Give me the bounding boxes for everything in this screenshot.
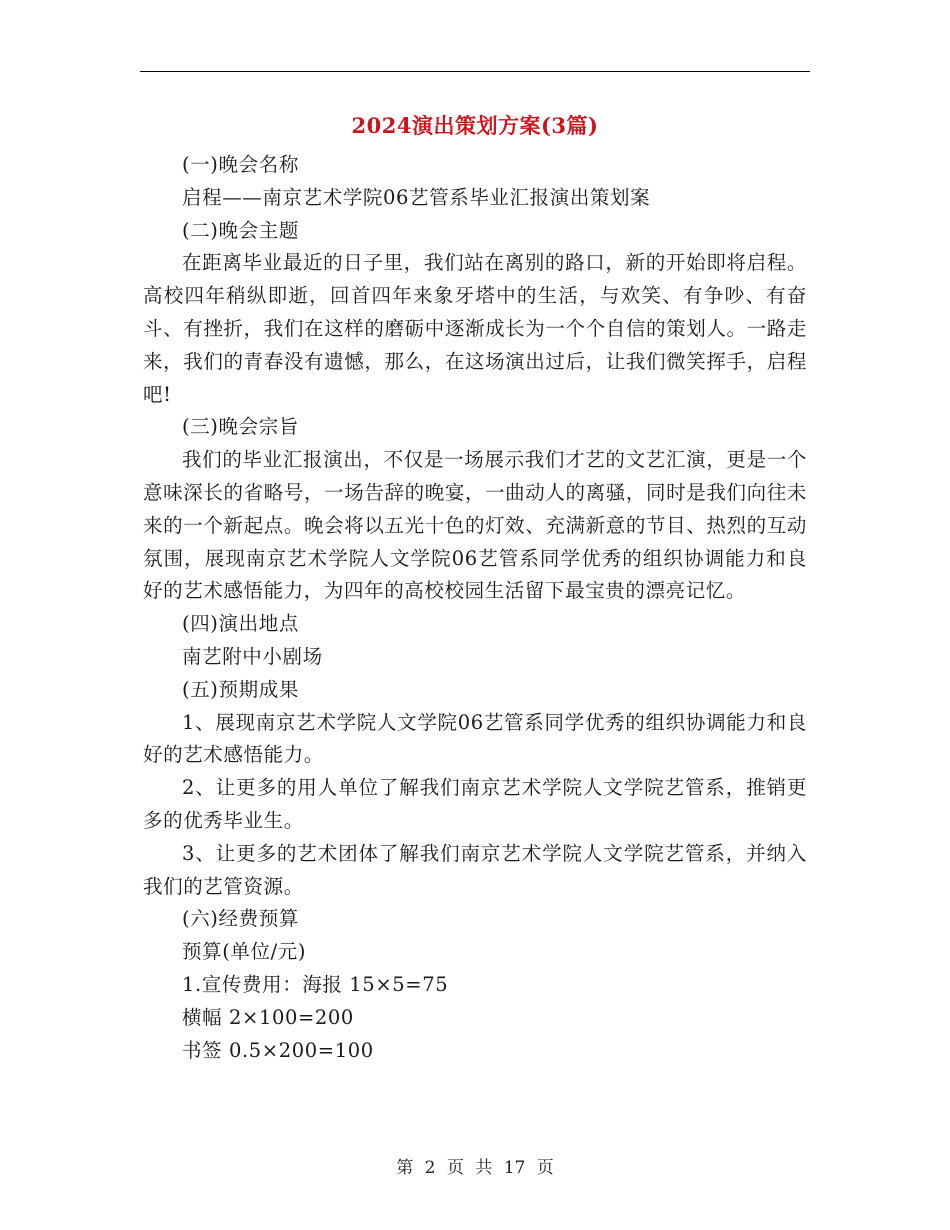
document-body: [143, 149, 807, 1067]
paragraph-party-name: 启程——南京艺术学院06艺管系毕业汇报演出策划案: [182, 185, 651, 209]
heading-expected-results: (五)预期成果: [182, 677, 299, 701]
header-rule: [140, 71, 810, 72]
heading-party-purpose: (三)晚会宗旨: [182, 415, 299, 439]
heading-party-theme: (二)晚会主题: [182, 218, 299, 242]
paragraph-result-2: 2、让更多的用人单位了解我们南京艺术学院人文学院艺管系，推销更多的优秀毕业生。: [143, 776, 807, 832]
document-title: 2024演出策划方案(3篇): [351, 113, 599, 138]
paragraph-budget-poster: 1.宣传费用：海报 15×5=75: [182, 972, 449, 996]
paragraph-budget-bookmark: 书签 0.5×200=100: [182, 1038, 374, 1062]
paragraph-party-theme: 在距离毕业最近的日子里，我们站在离别的路口，新的开始即将启程。高校四年稍纵即逝，回首四年来象牙塔中的生活，与欢笑、有争吵、有奋斗、有挫折，我们在这样的磨砺中逐渐成长为一个个自信的策划人。一路走来，我们的青春没有遗憾，那么，在这场演出过后，让我们微笑挥手，启程吧!: [143, 251, 807, 406]
page-number-footer: 第 2 页 共 17 页: [396, 1158, 554, 1178]
paragraph-budget-unit: 预算(单位/元): [182, 940, 307, 964]
paragraph-party-purpose: 我们的毕业汇报演出，不仅是一场展示我们才艺的文艺汇演，更是一个意味深长的省略号，一场告辞的晚宴，一曲动人的离骚，同时是我们向往未来的一个新起点。晚会将以五光十色的灯效、充满新意的节目、热烈的互动氛围，展现南京艺术学院人文学院06艺管系同学优秀的组织协调能力和良好的艺术感悟能力，为四年的高校校园生活留下最宝贵的漂亮记忆。: [143, 448, 807, 603]
paragraph-result-1: 1、展现南京艺术学院人文学院06艺管系同学优秀的组织协调能力和良好的艺术感悟能力。: [143, 710, 807, 767]
paragraph-result-3: 3、让更多的艺术团体了解我们南京艺术学院人文学院艺管系，并纳入我们的艺管资源。: [143, 841, 807, 898]
heading-party-name: (一)晚会名称: [182, 153, 299, 176]
heading-budget: (六)经费预算: [182, 907, 299, 931]
heading-venue: (四)演出地点: [182, 612, 299, 636]
paragraph-budget-banner: 横幅 2×100=200: [182, 1005, 354, 1029]
paragraph-venue: 南艺附中小剧场: [182, 644, 323, 668]
